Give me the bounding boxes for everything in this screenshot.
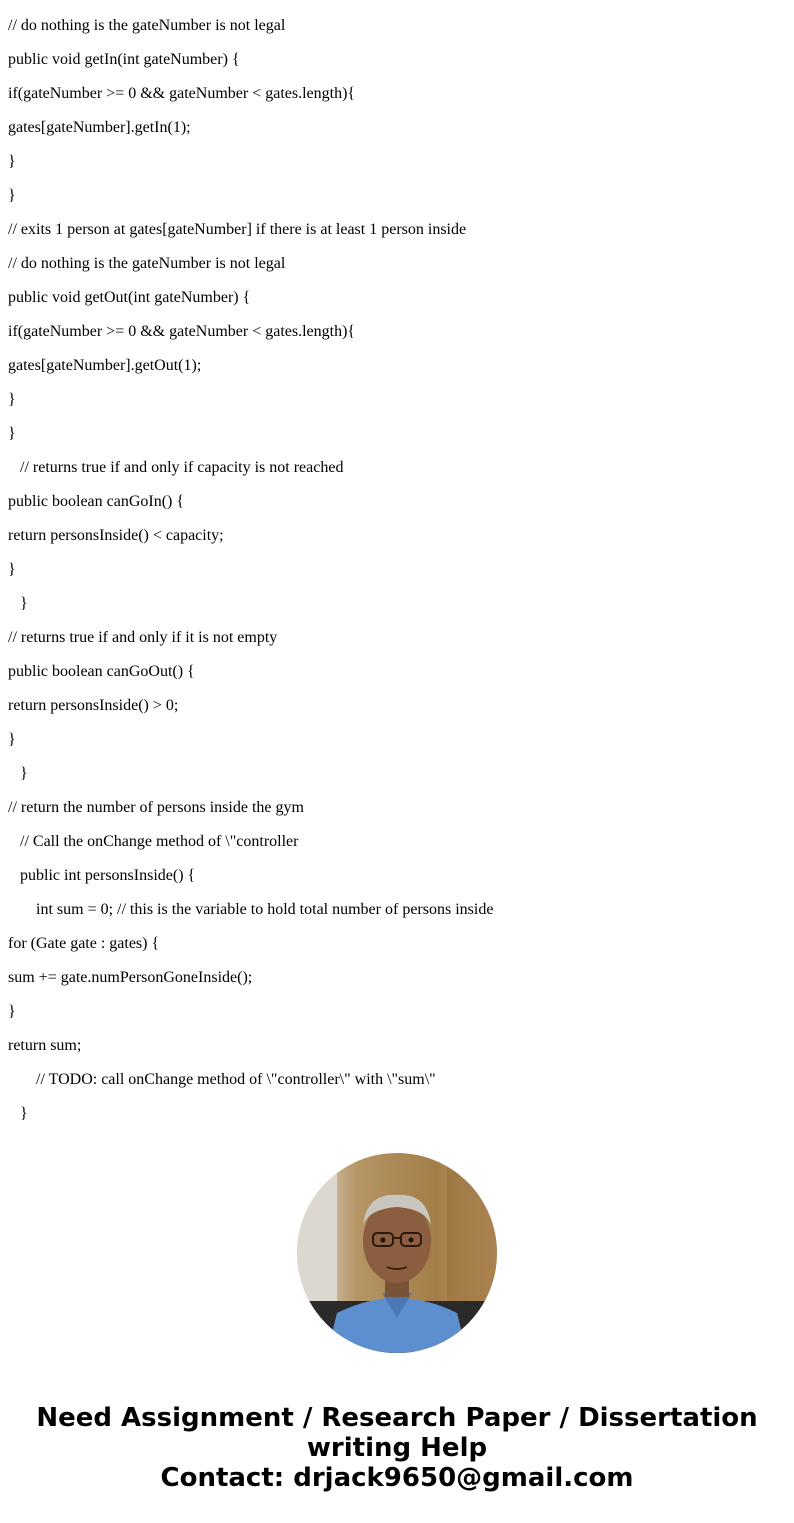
promo-line-1: Need Assignment / Research Paper / Dissertation	[36, 1403, 758, 1433]
promo-footer	[0, 1403, 794, 1493]
promo-line-2: writing Help	[306, 1433, 488, 1463]
code-line	[8, 0, 788, 1]
code-line: return personsInside() < capacity;	[8, 527, 224, 544]
code-line: public boolean canGoOut() {	[8, 663, 195, 680]
code-line: // return the number of persons inside the gym	[8, 799, 304, 816]
code-line: // TODO: call onChange method of \"controller\" with \"sum\"	[8, 1071, 436, 1088]
author-photo-image	[297, 1153, 497, 1353]
code-line: return personsInside() > 0;	[8, 697, 179, 714]
code-line: }	[8, 561, 16, 578]
code-line: // do nothing is the gateNumber is not legal	[8, 255, 286, 272]
code-line: gates[gateNumber].getIn(1);	[8, 119, 191, 136]
code-line: int sum = 0; // this is the variable to hold total number of persons inside	[8, 901, 494, 918]
code-line: public void getOut(int gateNumber) {	[8, 289, 251, 306]
code-line: if(gateNumber >= 0 && gateNumber < gates.length){	[8, 85, 356, 102]
code-line: sum += gate.numPersonGoneInside();	[8, 969, 253, 986]
code-line: }	[8, 595, 28, 612]
code-line: }	[8, 425, 16, 442]
code-line: public boolean canGoIn() {	[8, 493, 185, 510]
code-line: }	[8, 153, 16, 170]
code-line: if(gateNumber >= 0 && gateNumber < gates.length){	[8, 323, 356, 340]
code-line: // do nothing is the gateNumber is not legal	[8, 17, 286, 34]
code-line: }	[8, 731, 16, 748]
code-line: public int personsInside() {	[8, 867, 196, 884]
code-line: // Call the onChange method of \"controller	[8, 833, 299, 850]
code-line: // returns true if and only if it is not empty	[8, 629, 278, 646]
code-line: // exits 1 person at gates[gateNumber] if there is at least 1 person inside	[8, 221, 467, 238]
code-line: for (Gate gate : gates) {	[8, 935, 160, 952]
code-line: }	[8, 765, 28, 782]
code-line: }	[8, 1105, 28, 1122]
code-line: // returns true if and only if capacity is not reached	[8, 459, 344, 476]
code-line: }	[8, 187, 16, 204]
code-line: }	[8, 1003, 16, 1020]
promo-contact: Contact: drjack9650@gmail.com	[160, 1463, 634, 1493]
code-line: }	[8, 391, 16, 408]
code-listing	[8, 0, 788, 1139]
code-line: gates[gateNumber].getOut(1);	[8, 357, 202, 374]
code-line: public void getIn(int gateNumber) {	[8, 51, 240, 68]
code-line: return sum;	[8, 1037, 82, 1054]
author-photo	[297, 1153, 497, 1353]
